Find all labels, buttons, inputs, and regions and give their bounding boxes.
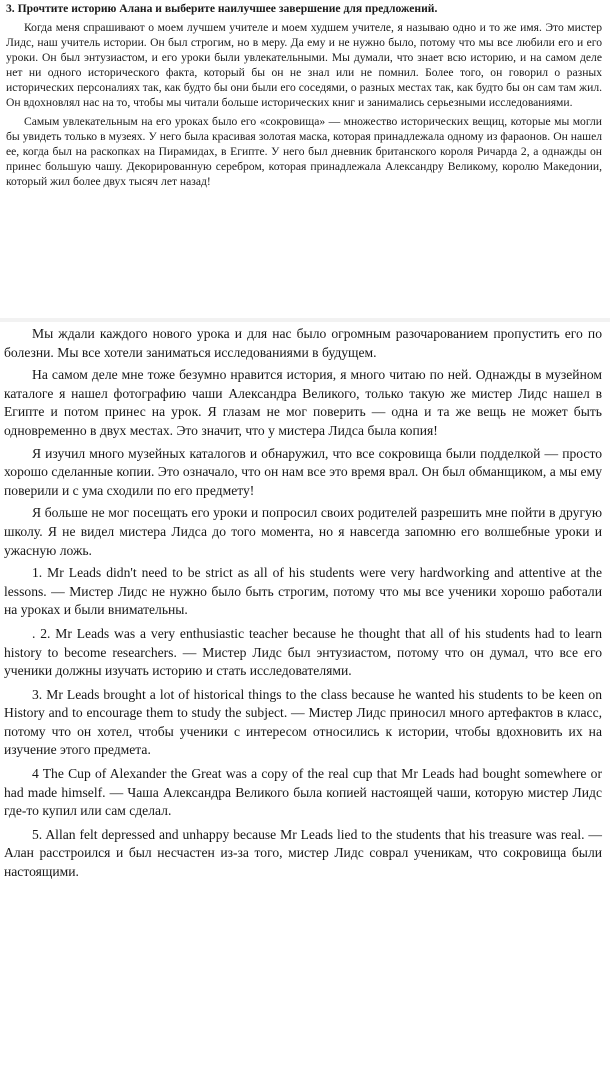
story-upper-section: [6, 2, 602, 192]
story-paragraph: Когда меня спрашивают о моем лучшем учителе и моем худшем учителе, я называю одно и то же имя. Это мистер Лидс, наш учитель истории. Он был строгим, но в меру. Да ему и не нужно было, потому что мы все любили его и его уроки. Он был энтузиастом, и его уроки были увлекательными. Мы думали, что знает всю историю, и на самом деле нет ни одного исторического факта, который бы он не знал или не помнил. Более того, он говорил о разных исторических персоналиях так, как будто бы они были его соседями, о разных местах так, как будто бы он сам там жил. Он вдохновлял нас на то, чтобы мы читали больше исторических книг и занимались серьезными исследованиями.: [6, 21, 602, 110]
answer-item: 3. Mr Leads brought a lot of historical things to the class because he wanted his students to be keen on History and to encourage them to study the subject. — Мистер Лидс приносил много артефактов в класс, потому что он хотел, чтобы ученики с интересом относились к истории, чтобы вдохновить их на изучение этого предмета.: [4, 686, 602, 758]
answer-item: 4 The Cup of Alexander the Great was a copy of the real cup that Mr Leads had bought somewhere or had made himself. — Чаша Александра Великого была копией настоящей чаши, которую мистер Лидс где-то купил или сам сделал.: [4, 766, 602, 819]
story-paragraph: На самом деле мне тоже безумно нравится история, я много читаю по ней. Однажды в музейном каталоге я нашел фотографию чаши Александра Великого, только такую же мистер Лидс нашел в Египте и потом принес на урок. Я глазам не мог поверить — одна и та же вещь не может быть одновременно в двух местах. Это значит, что у мистера Лидса была копия!: [4, 367, 602, 438]
answer-item: 5. Allan felt depressed and unhappy because Mr Leads lied to the students that his treasure was real. — Алан расстроился и был несчастен из-за того, мистер Лидс соврал ученикам, что сокровища были настоящими.: [4, 826, 602, 880]
story-lower-section: [4, 325, 602, 887]
story-paragraph: Мы ждали каждого нового урока и для нас было огромным разочарованием пропустить его по болезни. Мы все хотели заниматься исследованиями в будущем.: [4, 326, 602, 360]
answer-item: . 2. Mr Leads was a very enthusiastic teacher because he thought that all of his students had to learn history to become researchers. — Мистер Лидс был энтузиастом, потому что он думал, что все его ученики должны изучать историю и стать исследователями.: [4, 625, 602, 679]
exercise-heading: 3. Прочтите историю Алана и выберите наилучшее завершение для предложений.: [6, 2, 438, 15]
story-paragraph: Самым увлекательным на его уроках было его «сокровища» — множество исторических вещиц, которые мы могли бы увидеть только в музеях. У него была красивая золотая маска, которая принадлежала одному из фараонов. Он нашел ее, когда был на раскопках на Пирамидах, в Египте. У него был дневник британского короля Ричарда 2, а однажды он принес большую чашу. Декорированную серебром, которая принадлежала Александру Великому, королю Македонии, который жил более двух тысяч лет назад!: [6, 114, 602, 188]
scan-divider: [0, 318, 610, 322]
story-paragraph: Я изучил много музейных каталогов и обнаружил, что все сокровища были подделкой — просто хорошо сделанные копии. Это означало, что он нам все это время врал. Он был обманщиком, а мы ему поверили и с ума сходили по его предмету!: [4, 445, 602, 498]
answer-item: 1. Mr Leads didn't need to be strict as all of his students were very hardworking and attentive at the lessons. — Мистер Лидс не нужно было быть строгим, потому что мы все ученики хорошо работали на уроках и были внимательны.: [4, 565, 602, 618]
story-paragraph: Я больше не мог посещать его уроки и попросил своих родителей разрешить мне пойти в другую школу. Я не видел мистера Лидса до того момента, но я навсегда запомню его волшебные уроки и ужасную ложь.: [4, 505, 602, 558]
